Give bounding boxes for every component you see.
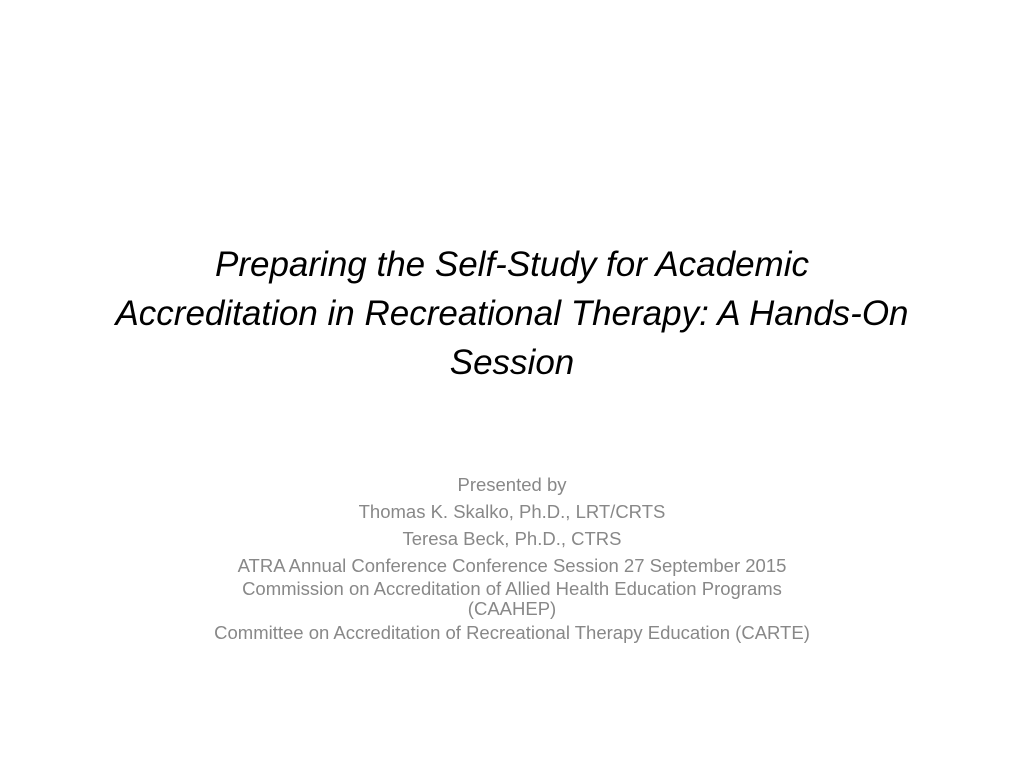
presented-by-label: Presented by — [457, 474, 567, 495]
caahep-line: Commission on Accreditation of Allied Health Education Programs — [242, 578, 782, 599]
conference-session: ATRA Annual Conference Conference Session 27 September 2015 — [237, 555, 787, 576]
slide-title-line-3: Session — [449, 343, 575, 382]
presenter-beck: Teresa Beck, Ph.D., CTRS — [402, 528, 622, 549]
presenter-skalko: Thomas K. Skalko, Ph.D., LRT/CRTS — [358, 501, 666, 522]
carte-line: Committee on Accreditation of Recreational Therapy Education (CARTE) — [214, 622, 810, 643]
caahep-acronym: (CAAHEP) — [467, 598, 557, 619]
slide-title — [76, 240, 948, 387]
slide-subtitle — [120, 471, 904, 646]
slide-title-line-1: Preparing the Self-Study for Academic — [215, 245, 809, 284]
slide-title-line-2: Accreditation in Recreational Therapy: A Hands-On — [115, 294, 909, 333]
